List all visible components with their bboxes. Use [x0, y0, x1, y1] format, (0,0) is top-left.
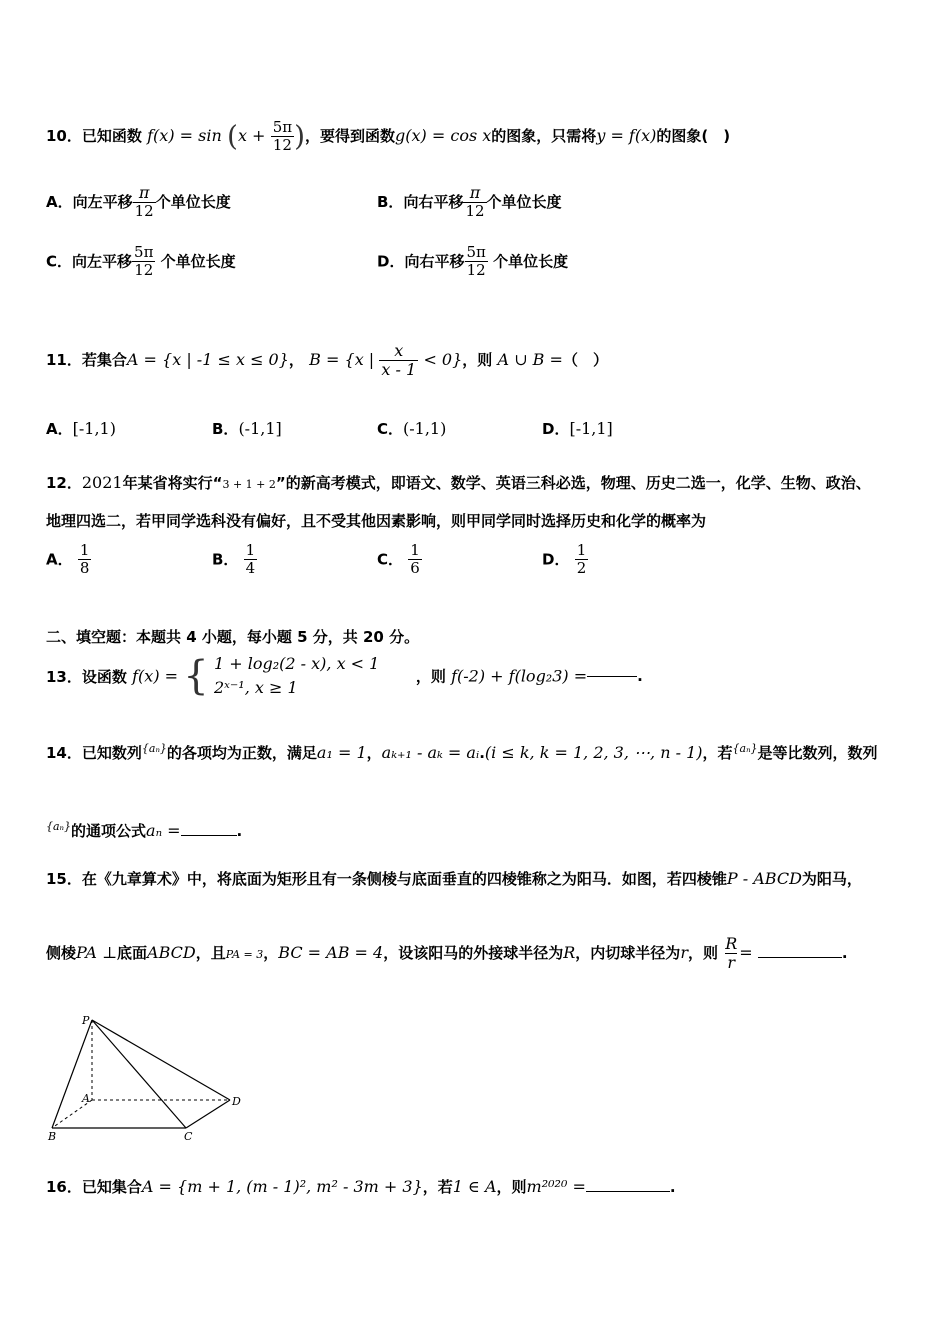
q15-answer-blank[interactable]	[758, 957, 842, 958]
q16-answer-blank[interactable]	[586, 1191, 670, 1192]
q12-option-b[interactable]: B． $\frac{1}{4}$	[212, 541, 256, 578]
q10-d-fraction: $\frac{5\pi}{12}$	[466, 243, 486, 280]
q12-stem-line2: 地理四选二，若甲同学选科没有偏好，且不受其他因素影响，则甲同学同时选择历史和化学的概率为	[46, 512, 707, 530]
q10-paren-open: (	[227, 119, 238, 153]
q12-b-fraction: $\frac{1}{4}$	[245, 541, 256, 578]
q15-number: 15．	[46, 870, 82, 888]
q10-f-fraction: $\frac{5\pi}{12}$	[272, 117, 293, 154]
q16-set-a: A = {m + 1, (m - 1)², m² - 3m + 3}	[141, 1177, 423, 1196]
q13-expr: f(-2) + f(log₂3) =	[451, 666, 588, 686]
q11-option-b[interactable]: B．(-1,1]	[212, 419, 282, 438]
q11-option-a[interactable]: A．[-1,1)	[46, 419, 116, 438]
q10-f-lhs: f(x) = sin	[147, 126, 222, 145]
q12-stem-line1: 12．2021年某省将实行“3 + 1 + 2”的新高考模式，即语文、数学、英语三科必选，物理、历史二选一，化学、生物、政治、	[46, 473, 871, 492]
q14-number: 14．	[46, 744, 82, 762]
q10-stem	[46, 112, 730, 161]
q12-a-fraction: $\frac{1}{8}$	[79, 541, 90, 578]
q13-case-1: 1 + log₂(2 - x), x < 1	[213, 654, 380, 673]
q14-cond-3: (i ≤ k, k = 1, 2, 3, ⋯, n - 1)	[484, 743, 703, 762]
q11-set-b-rhs: < 0}	[423, 350, 463, 369]
q12-option-d[interactable]: D． $\frac{1}{2}$	[542, 541, 587, 578]
q10-g-expr: g(x) = cos x	[395, 126, 492, 145]
q14-an: aₙ =	[146, 821, 181, 840]
q10-paren-close: )	[294, 119, 306, 153]
option-label: B．	[377, 192, 404, 211]
q13-piecewise-brace: {	[183, 653, 209, 699]
q14-stem-line1: 14．已知数列$^{\{a_n\}}$的各项均为正数，满足a₁ = 1，aₖ₊₁ - aₖ = aᵢ.(i ≤ k, k = 1, 2, 3, ⋯, n - 1)，若$^{\{a_n\}}$是等比数列，数列	[46, 742, 878, 762]
q11-expr: A ∪ B =	[497, 350, 563, 369]
q10-b-fraction: $\frac{\pi}{12}$	[465, 183, 485, 221]
option-label: D．	[377, 252, 405, 271]
q13-case-2: 2ˣ⁻¹, x ≥ 1	[213, 678, 298, 697]
q10-text-1: 已知函数	[81, 127, 142, 145]
q14-answer-blank[interactable]	[181, 835, 237, 836]
edge-cd	[186, 1100, 230, 1128]
vertex-d-label: D	[232, 1095, 241, 1108]
section-fill-in-title: 二、填空题：本题共 4 小题，每小题 5 分，共 20 分。	[46, 628, 420, 646]
edge-pb	[52, 1020, 92, 1128]
q11-stem: 11．若集合A = {x | -1 ≤ x ≤ 0}， B = {x | $\frac{x}{x - 1}$ < 0}，则 A ∪ B =（ ）	[46, 340, 608, 379]
q14-seq-2: {aₙ}	[732, 742, 758, 755]
q14-stem-line2: $^{\{a_n\}}$的通项公式aₙ = .	[46, 820, 243, 840]
q11-option-d[interactable]: D．[-1,1]	[542, 419, 613, 438]
q16-cond: 1 ∈ A	[452, 1177, 497, 1196]
q12-d-fraction: $\frac{1}{2}$	[576, 541, 587, 578]
q10-c-fraction: $\frac{5\pi}{12}$	[134, 243, 154, 280]
q16-expr: m²⁰²⁰ =	[526, 1177, 586, 1196]
q16-stem: 16．已知集合A = {m + 1, (m - 1)², m² - 3m + 3}，若1 ∈ A，则m²⁰²⁰ = .	[46, 1177, 676, 1196]
vertex-p-label: P	[82, 1014, 90, 1027]
option-label: A．	[46, 192, 73, 211]
edge-pc	[92, 1020, 186, 1128]
q14-cond-2: aₖ₊₁ - aₖ = aᵢ	[381, 743, 480, 762]
q14-seq: {aₙ}	[141, 742, 167, 755]
q10-option-c[interactable]: C．向左平移 $\frac{5\pi}{12}$ 个单位长度	[46, 243, 236, 280]
q11-number: 11．	[46, 351, 82, 369]
q15-ratio-fraction: $\frac{R}{r}$	[725, 933, 738, 972]
q10-option-a[interactable]: A．向左平移 $\frac{\pi}{12}$ 个单位长度	[46, 183, 231, 221]
q10-text-3: 的图象，只需将	[491, 127, 597, 145]
q10-text-2: ，要得到函数	[305, 127, 396, 145]
q11-set-b-lhs: B = {x |	[309, 350, 375, 369]
edge-pd	[92, 1020, 230, 1100]
q10-text-4: 的图象( )	[656, 127, 731, 145]
vertex-c-label: C	[184, 1130, 193, 1143]
q10-a-fraction: $\frac{\pi}{12}$	[134, 183, 154, 221]
vertex-a-label: A	[82, 1092, 90, 1105]
q14-seq-3: {aₙ}	[46, 820, 72, 833]
q10-y-expr: y = f(x)	[596, 126, 657, 145]
q10-number: 10．	[46, 127, 82, 145]
vertex-b-label: B	[48, 1130, 57, 1143]
q12-option-c[interactable]: C． $\frac{1}{6}$	[377, 541, 420, 578]
q13-piecewise	[214, 652, 379, 700]
q11-option-c[interactable]: C．(-1,1)	[377, 419, 447, 438]
q10-option-b[interactable]: B．向右平移 $\frac{\pi}{12}$ 个单位长度	[377, 183, 562, 221]
q10-option-d[interactable]: D．向右平移 $\frac{5\pi}{12}$ 个单位长度	[377, 243, 569, 280]
q13-stem: 13．设函数 f(x) = { 1 + log₂(2 - x), x < 1 2ˣ⁻¹, x ≥ 1 ，则 f(-2) + f(log₂3) = .	[46, 653, 643, 699]
q15-pyramid-figure	[40, 1008, 250, 1146]
q14-cond-1: a₁ = 1	[316, 743, 367, 762]
q15-stem-line2: 侧棱PA ⊥底面ABCD，且PA = 3，BC = AB = 4，设该阳马的外接球半径为R，内切球半径为r，则 $\frac{R}{r}$ = .	[46, 933, 848, 972]
q13-answer-blank[interactable]	[587, 676, 637, 677]
q11-set-a: A = {x | -1 ≤ x ≤ 0}	[126, 350, 289, 369]
option-label: C．	[46, 252, 73, 271]
q12-number: 12．	[46, 474, 82, 492]
q13-number: 13．	[46, 667, 82, 686]
q12-c-fraction: $\frac{1}{6}$	[410, 541, 420, 578]
q15-stem-line1: 15．在《九章算术》中，将底面为矩形且有一条侧棱与底面垂直的四棱锥称之为阳马．如图，若四棱锥P - ABCD为阳马，	[46, 869, 862, 888]
q16-number: 16．	[46, 1178, 82, 1196]
q15-pyramid: P - ABCD	[726, 869, 802, 888]
q10-f-arg: x +	[237, 126, 266, 145]
q13-f-lhs: f(x) =	[132, 666, 179, 686]
q11-set-b-fraction: $\frac{x}{x - 1}$	[381, 340, 417, 379]
q12-option-a[interactable]: A． $\frac{1}{8}$	[46, 541, 90, 578]
